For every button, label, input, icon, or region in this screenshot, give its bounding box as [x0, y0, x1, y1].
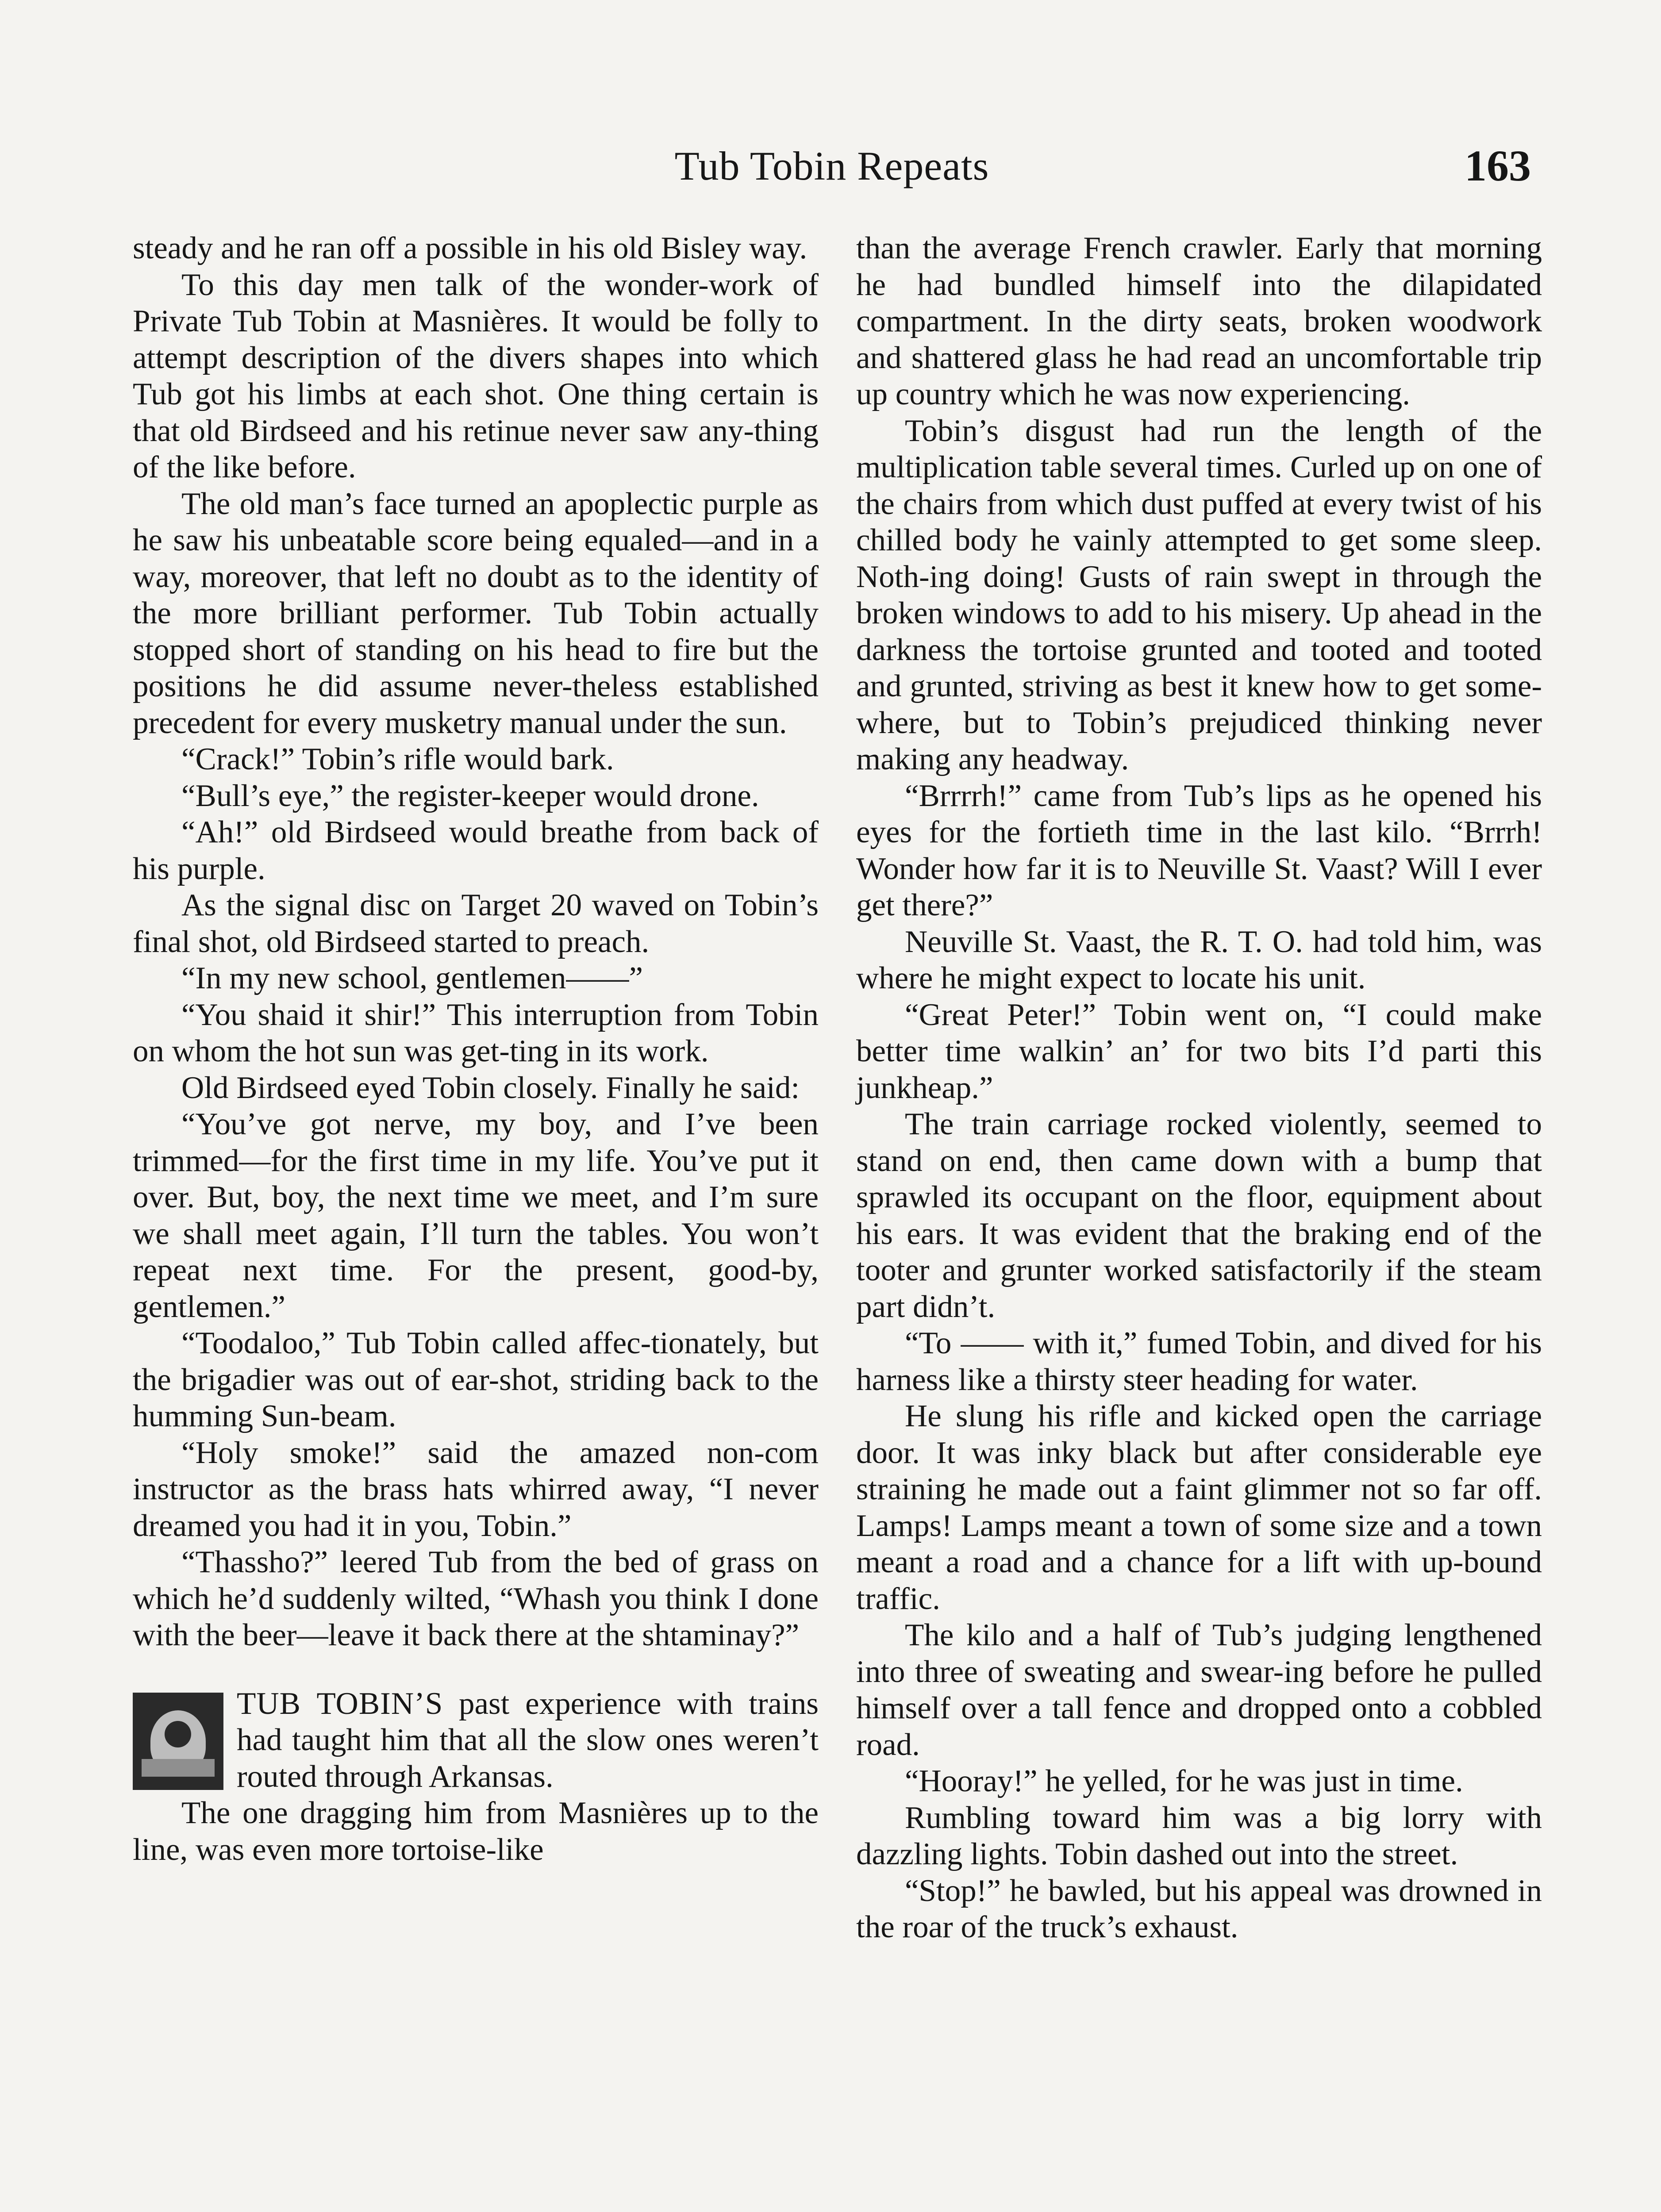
paragraph: “Toodaloo,” Tub Tobin called affec-tionately, but the brigadier was out of ear-shot, striding back to the humming Sun-beam.	[133, 1326, 819, 1433]
ornamental-initial-icon	[133, 1693, 223, 1790]
paragraph: “Bull’s eye,” the register-keeper would drone.	[181, 778, 759, 813]
paragraph: “Stop!” he bawled, but his appeal was drowned in the roar of the truck’s exhaust.	[856, 1873, 1542, 1944]
paragraph: “To —— with it,” fumed Tobin, and dived for his harness like a thirsty steer heading for water.	[856, 1326, 1542, 1397]
paragraph: “You’ve got nerve, my boy, and I’ve been trimmed—for the first time in my life. You’ve put it over. But, boy, the next time we meet, and I’m sure we shall meet again, I’ll turn the tables. You won’t repeat next time. For the present, good-by, gentlemen.”	[133, 1107, 819, 1324]
paragraph: “Brrrrh!” came from Tub’s lips as he opened his eyes for the fortieth time in the last kilo. “Brrrh! Wonder how far it is to Neuville St. Vaast? Will I ever get there?”	[856, 778, 1542, 922]
section-break	[133, 1654, 819, 1686]
paragraph: To this day men talk of the wonder-work of Private Tub Tobin at Masnières. It would be folly to attempt description of the divers shapes into which Tub got his limbs at each shot. One thing certain is that old Birdseed and his retinue never saw any-thing of the like before.	[133, 267, 819, 484]
paragraph: “Great Peter!” Tobin went on, “I could make better time walkin’ an’ for two bits I’d parti this junkheap.”	[856, 997, 1542, 1105]
paragraph: “Crack!” Tobin’s rifle would bark.	[181, 742, 614, 776]
section-lead-text: past experience with trains had taught him that all the slow ones weren’t routed through Arkansas.	[237, 1686, 819, 1794]
paragraph: “Hooray!” he yelled, for he was just in time.	[905, 1764, 1463, 1798]
paragraph: The one dragging him from Masnières up to the line, was even more tortoise-like	[133, 1796, 819, 1867]
paragraph: Old Birdseed eyed Tobin closely. Finally he said:	[181, 1070, 800, 1105]
section-lead-caps: TUB TOBIN’S	[237, 1686, 443, 1721]
running-head	[133, 137, 1531, 199]
paragraph: He slung his rifle and kicked open the carriage door. It was inky black but after considerable eye straining he made out a faint glimmer not so far off. Lamps! Lamps meant a town of some size and a town meant a road and a chance for a lift with up-bound traffic.	[856, 1399, 1542, 1616]
section-opening-paragraph	[133, 1686, 819, 1795]
paragraph: than the average French crawler. Early that morning he had bundled himself into the dilapidated compartment. In the dirty seats, broken woodwork and shattered glass he had read an uncomfortable trip up country which he was now experiencing.	[856, 231, 1542, 411]
paragraph: As the signal disc on Target 20 waved on Tobin’s final shot, old Birdseed started to preach.	[133, 888, 819, 959]
page-title: Tub Tobin Repeats	[674, 143, 989, 188]
paragraph: steady and he ran off a possible in his old Bisley way.	[133, 231, 807, 265]
paragraph: Tobin’s disgust had run the length of the multiplication table several times. Curled up on one of the chairs from which dust puffed at every twist of his chilled body he vainly attempted to get some sleep. Noth-ing doing! Gusts of rain swept in through the broken windows to add to his misery. Up ahead in the darkness the tortoise grunted and tooted and tooted and grunted, striving as best it knew how to get some-where, but to Tobin’s prejudiced thinking never making any headway.	[856, 413, 1542, 776]
left-column	[133, 230, 819, 1868]
paragraph: “Holy smoke!” said the amazed non-com instructor as the brass hats whirred away, “I never dreamed you had it in you, Tobin.”	[133, 1435, 819, 1543]
paragraph: Rumbling toward him was a big lorry with dazzling lights. Tobin dashed out into the street.	[856, 1800, 1542, 1871]
page-number: 163	[1465, 141, 1531, 190]
right-column	[856, 230, 1542, 1946]
paragraph: Neuville St. Vaast, the R. T. O. had told him, was where he might expect to locate his unit.	[856, 924, 1542, 995]
paragraph: “Ah!” old Birdseed would breathe from back of his purple.	[133, 815, 819, 886]
paragraph: “In my new school, gentlemen——”	[181, 961, 643, 995]
paragraph: The kilo and a half of Tub’s judging lengthened into three of sweating and swear-ing before he pulled himself over a tall fence and dropped onto a cobbled road.	[856, 1618, 1542, 1762]
paragraph: “Thassho?” leered Tub from the bed of grass on which he’d suddenly wilted, “Whash you think I done with the beer—leave it back there at the shtaminay?”	[133, 1545, 819, 1652]
paragraph: The train carriage rocked violently, seemed to stand on end, then came down with a bump that sprawled its occupant on the floor, equipment about his ears. It was evident that the braking end of the tooter and grunter worked satisfactorily if the steam part didn’t.	[856, 1107, 1542, 1324]
paragraph: “You shaid it shir!” This interruption from Tobin on whom the hot sun was get-ting in its work.	[133, 997, 819, 1068]
paragraph: The old man’s face turned an apoplectic purple as he saw his unbeatable score being equaled—and in a way, moreover, that left no doubt as to the identity of the more brilliant performer. Tub Tobin actually stopped short of standing on his head to fire but the positions he did assume never-theless established precedent for every musketry manual under the sun.	[133, 486, 819, 740]
